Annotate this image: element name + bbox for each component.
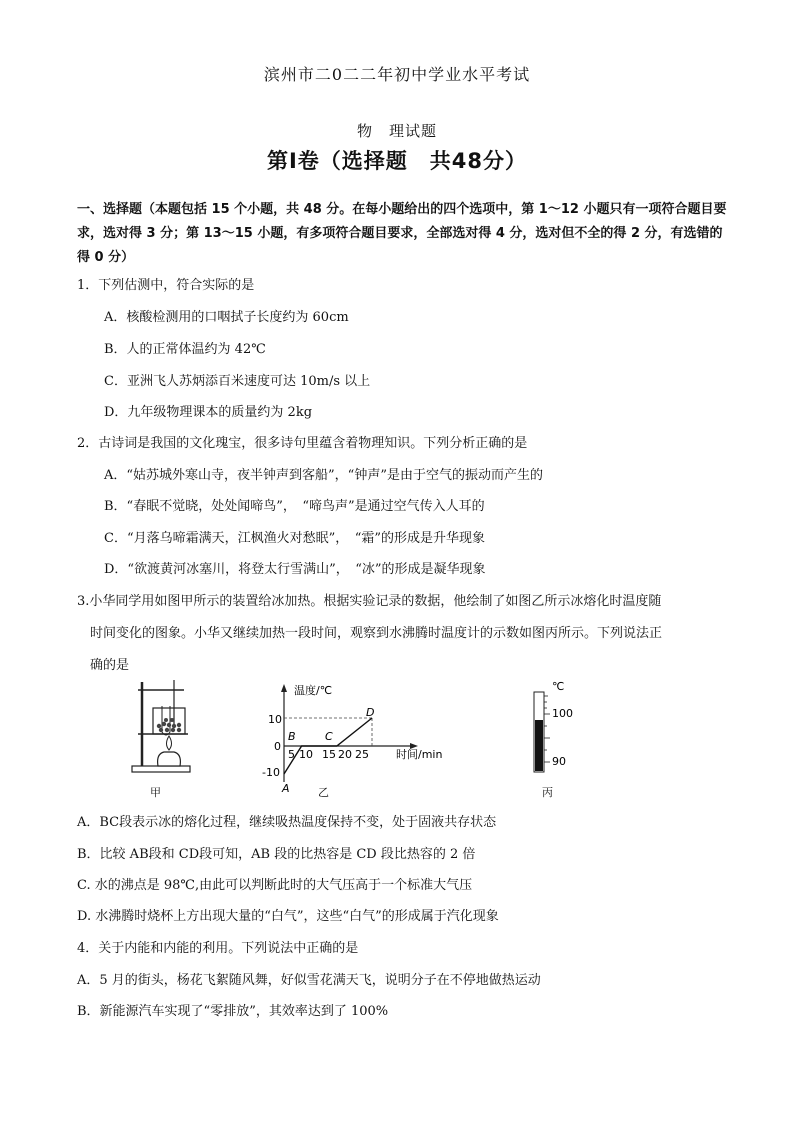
figure-jia-label: 甲 — [150, 786, 161, 799]
question-2-option-a: A．“姑苏城外寒山寺，夜半钟声到客船”，“钟声”是由于空气的振动而产生的 — [104, 468, 543, 483]
thermometer-label-90: 90 — [552, 755, 566, 768]
volume-title: 第Ⅰ卷（选择题 共48分） — [266, 149, 528, 173]
figure-yi-graph — [262, 678, 536, 796]
question-1-option-c: C．亚洲飞人苏炳添百米速度可达 10m/s 以上 — [104, 374, 371, 389]
question-3-option-a: A．BC段表示冰的熔化过程，继续吸热温度保持不变，处于固液共存状态 — [77, 815, 497, 830]
question-2-option-b: B．“春眠不觉晓，处处闻啼鸟”， “啼鸟声”是通过空气传入人耳的 — [104, 499, 485, 514]
question-3-stem-line-1: 3.小华同学用如图甲所示的装置给冰加热。根据实验记录的数据，他绘制了如图乙所示冰熔化时温度随 — [77, 594, 662, 609]
graph-ytick-10: 10 — [268, 713, 282, 726]
question-1-option-d: D．九年级物理课本的质量约为 2kg — [104, 405, 313, 420]
graph-point-a: A — [282, 782, 290, 795]
question-2-stem: 2．古诗词是我国的文化瑰宝，很多诗句里蕴含着物理知识。下列分析正确的是 — [77, 436, 528, 451]
question-1-stem: 1．下列估测中，符合实际的是 — [77, 278, 255, 293]
question-2-option-c: C．“月落乌啼霜满天，江枫渔火对愁眠”， “霜”的形成是升华现象 — [104, 531, 486, 546]
graph-ytick-neg10: -10 — [262, 766, 280, 779]
stand-base — [132, 766, 190, 772]
thermometer-unit: ℃ — [552, 680, 565, 693]
figure-yi-label: 乙 — [318, 786, 329, 799]
question-2-option-d: D．“欲渡黄河冰塞川，将登太行雪满山”， “冰”的形成是凝华现象 — [104, 562, 486, 577]
graph-point-d: D — [366, 706, 375, 719]
figure-bing-thermometer — [520, 680, 584, 780]
exam-title: 滨州市二0二二年初中学业水平考试 — [263, 65, 531, 84]
thermometer-label-100: 100 — [552, 707, 573, 720]
graph-xtick-15: 15 — [322, 748, 336, 761]
graph-xtick-25: 25 — [355, 748, 369, 761]
graph-xlabel: 时间/min — [396, 748, 443, 761]
thermometer-liquid — [535, 720, 543, 771]
question-4-option-b: B．新能源汽车实现了“零排放”，其效率达到了 100% — [77, 1004, 389, 1019]
question-4-stem: 4．关于内能和内能的利用。下列说法中正确的是 — [77, 941, 359, 956]
question-4-option-a: A．5 月的街头，杨花飞絮随风舞，好似雪花满天飞，说明分子在不停地做热运动 — [77, 973, 541, 988]
question-3-stem-line-3: 确的是 — [90, 658, 130, 673]
question-3-option-b: B．比较 AB段和 CD段可知，AB 段的比热容是 CD 段比热容的 2 倍 — [77, 847, 476, 862]
ice-pieces — [157, 718, 181, 732]
figure-bing-label: 丙 — [542, 786, 553, 799]
question-1-option-b: B．人的正常体温约为 42℃ — [104, 342, 266, 357]
alcohol-lamp — [158, 752, 181, 766]
question-3-option-c: C. 水的沸点是 98℃,由此可以判断此时的大气压高于一个标准大气压 — [77, 878, 473, 893]
graph-xtick-10: 10 — [299, 748, 313, 761]
flame — [167, 736, 172, 750]
question-3-option-d: D. 水沸腾时烧杯上方出现大量的“白气”，这些“白气”的形成属于汽化现象 — [77, 909, 499, 924]
subject-title: 物 理试题 — [356, 122, 437, 140]
graph-xtick-20: 20 — [338, 748, 352, 761]
graph-xtick-5: 5 — [288, 748, 295, 761]
section-instructions: 一、选择题（本题包括 15 个小题，共 48 分。在每小题给出的四个选项中，第 1～12 小题只有一项符合题目要求，选对得 3 分；第 13～15 小题，有多项符合题目要求，全部选对得 4 分，选对但不全的得 2 分，有选错的得 0 分） — [77, 202, 727, 265]
figure-jia-apparatus — [128, 678, 196, 780]
graph-y-arrow — [281, 684, 287, 692]
graph-point-b: B — [288, 730, 296, 743]
graph-point-c: C — [325, 730, 333, 743]
question-3-stem-line-2: 时间变化的图象。小华又继续加热一段时间，观察到水沸腾时温度计的示数如图丙所示。下列说法正 — [90, 626, 663, 641]
graph-ylabel: 温度/℃ — [294, 684, 333, 697]
question-1-option-a: A．核酸检测用的口咽拭子长度约为 60cm — [104, 310, 349, 325]
thermometer-ticks — [544, 696, 550, 762]
graph-ytick-0: 0 — [274, 740, 281, 753]
